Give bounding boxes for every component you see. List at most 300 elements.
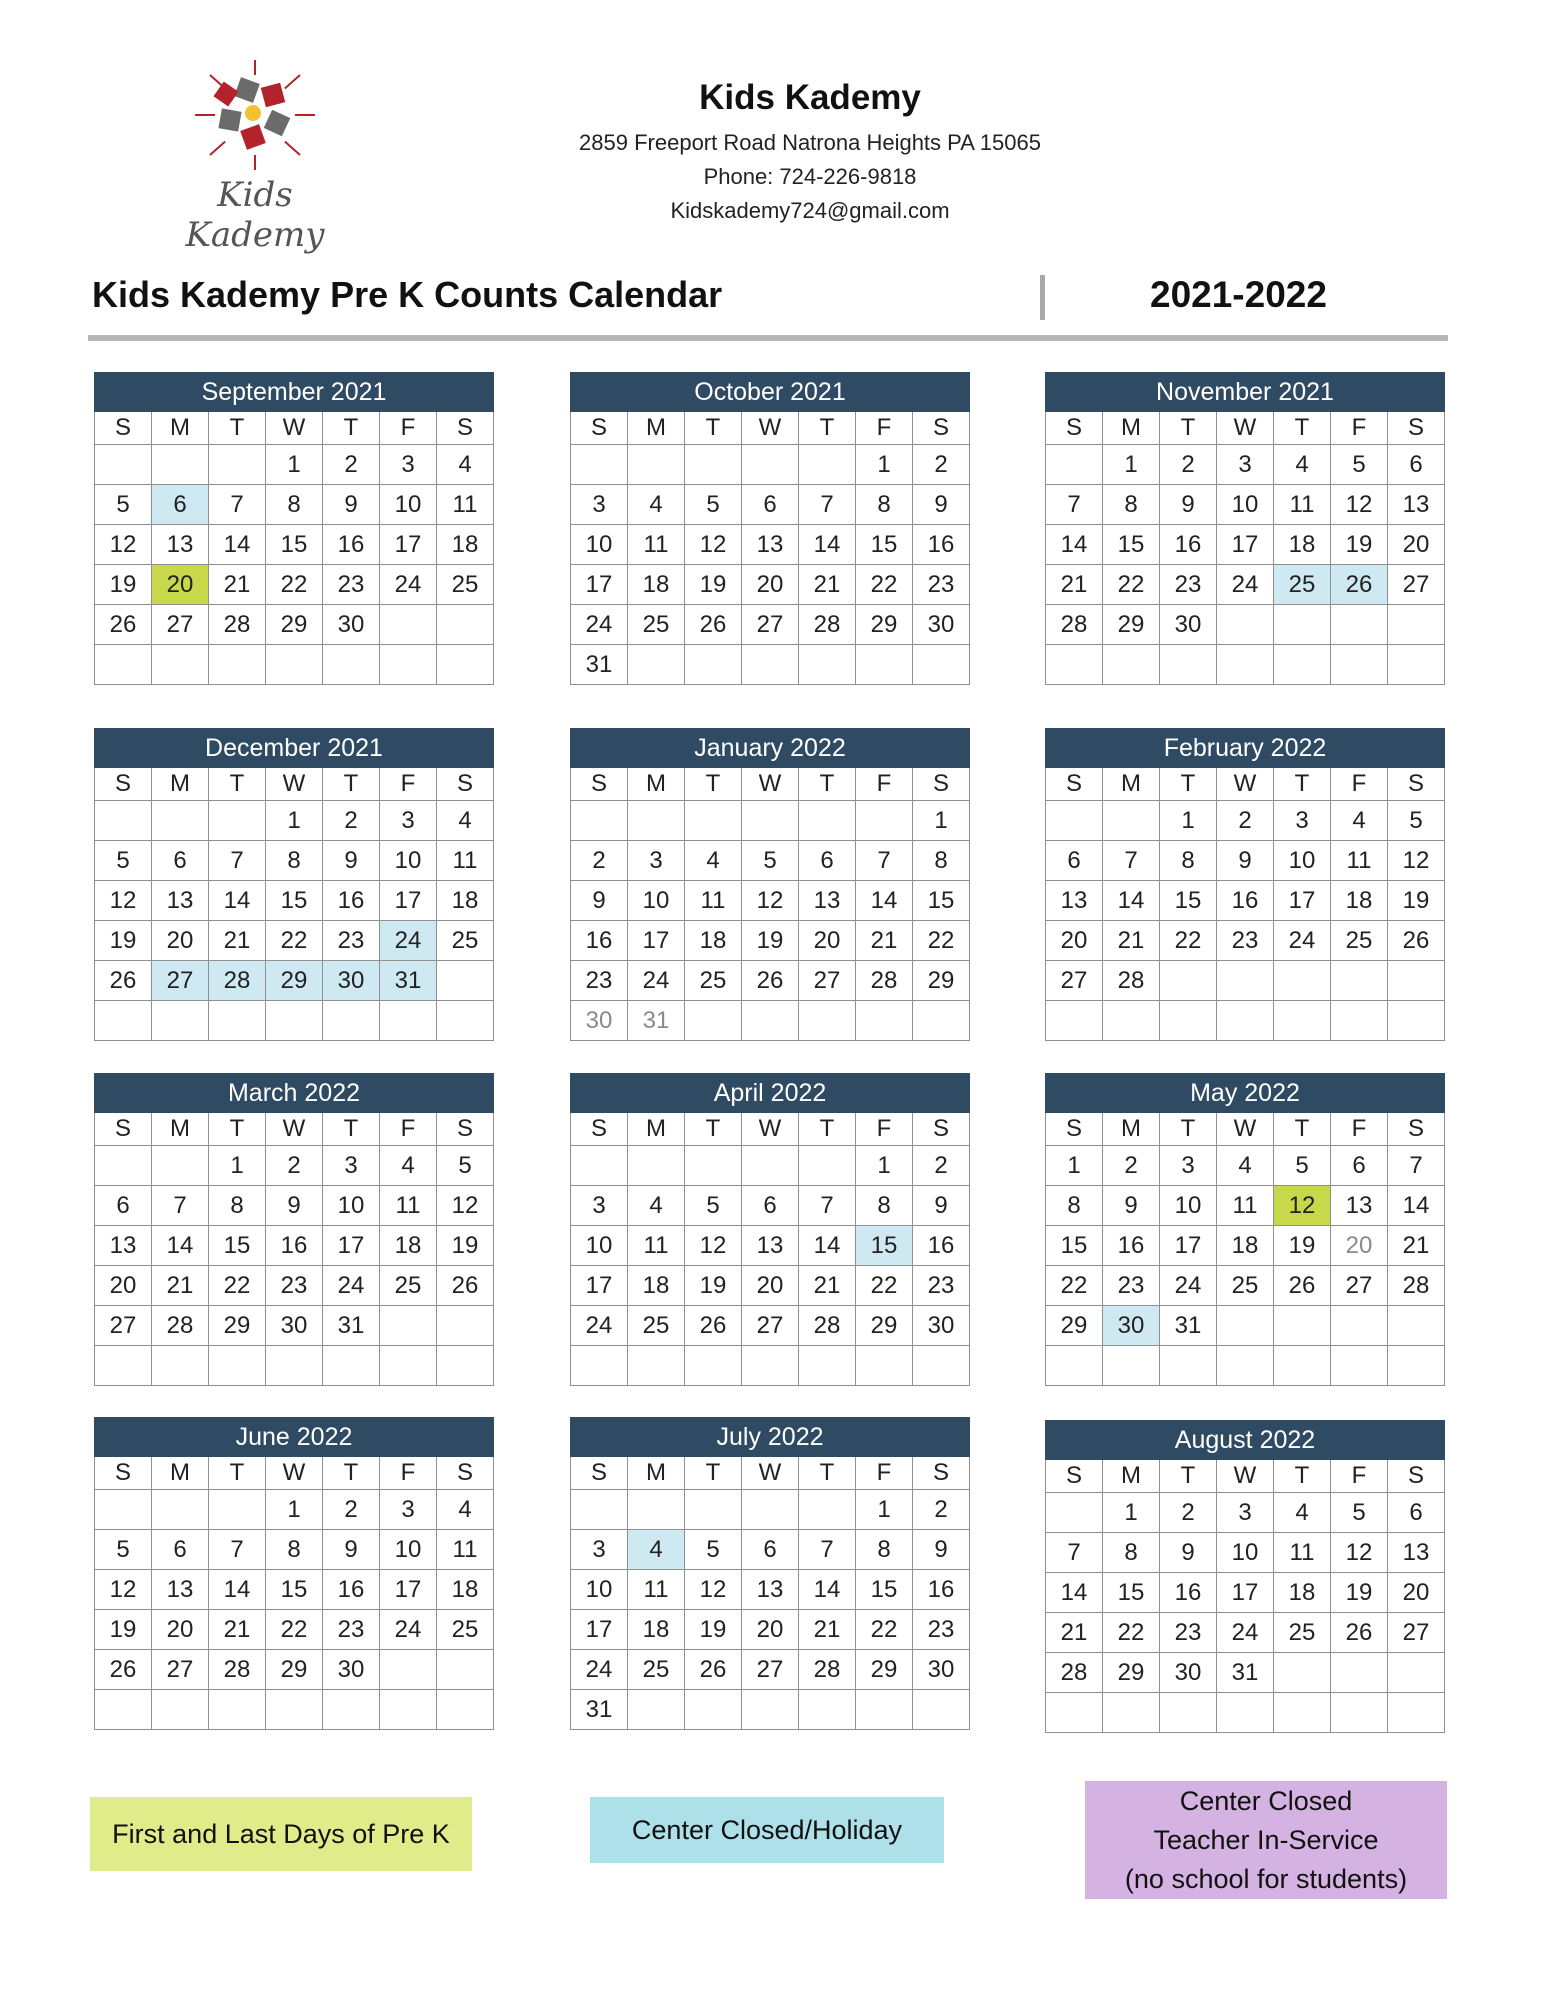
- empty-cell: [571, 1146, 628, 1186]
- day-cell: 14: [799, 1570, 856, 1610]
- month-calendar: [1045, 1420, 1445, 1733]
- day-cell: 14: [799, 525, 856, 565]
- empty-cell: [1046, 1693, 1103, 1733]
- day-cell: 19: [685, 565, 742, 605]
- day-cell: 28: [856, 961, 913, 1001]
- weekday-header: T: [685, 412, 742, 445]
- empty-cell: [1274, 605, 1331, 645]
- day-cell: 18: [380, 1226, 437, 1266]
- day-cell: 4: [380, 1146, 437, 1186]
- day-cell: 26: [1274, 1266, 1331, 1306]
- day-cell: 11: [685, 881, 742, 921]
- empty-cell: [1046, 1493, 1103, 1533]
- day-cell: 31: [628, 1001, 685, 1041]
- day-cell: 26: [685, 1650, 742, 1690]
- day-cell: 24: [571, 605, 628, 645]
- day-cell: 13: [742, 525, 799, 565]
- day-cell: 27: [799, 961, 856, 1001]
- day-cell: 10: [1217, 1533, 1274, 1573]
- day-cell: 16: [1103, 1226, 1160, 1266]
- day-cell: 25: [685, 961, 742, 1001]
- day-cell: 24: [571, 1306, 628, 1346]
- weekday-header: T: [1160, 1113, 1217, 1146]
- day-cell: 15: [856, 1570, 913, 1610]
- month-name: April 2022: [571, 1074, 970, 1113]
- day-cell: 15: [1103, 1573, 1160, 1613]
- weekday-header: F: [380, 1113, 437, 1146]
- weekday-header: F: [1331, 768, 1388, 801]
- day-cell: 17: [380, 525, 437, 565]
- empty-cell: [95, 1490, 152, 1530]
- weekday-header: S: [913, 412, 970, 445]
- legend-holiday-label: Center Closed/Holiday: [631, 1814, 903, 1845]
- weekday-header: S: [95, 412, 152, 445]
- empty-cell: [856, 1346, 913, 1386]
- weekday-header: S: [571, 412, 628, 445]
- day-cell: 22: [1160, 921, 1217, 961]
- day-cell: 16: [913, 525, 970, 565]
- address: 2859 Freeport Road Natrona Heights PA 15065: [579, 130, 1041, 155]
- day-cell: 11: [1331, 841, 1388, 881]
- empty-cell: [1274, 645, 1331, 685]
- weekday-header: T: [209, 1457, 266, 1490]
- day-cell: 30: [266, 1306, 323, 1346]
- day-cell: 12: [1331, 485, 1388, 525]
- empty-cell: [799, 445, 856, 485]
- month-name: August 2022: [1046, 1421, 1445, 1460]
- empty-cell: [323, 1346, 380, 1386]
- day-cell: 16: [1160, 1573, 1217, 1613]
- day-cell: 28: [209, 605, 266, 645]
- weekday-header: W: [1217, 1460, 1274, 1493]
- day-cell: 29: [266, 1650, 323, 1690]
- day-cell: 18: [1274, 1573, 1331, 1613]
- day-cell: 18: [1217, 1226, 1274, 1266]
- day-cell: 2: [266, 1146, 323, 1186]
- empty-cell: [152, 445, 209, 485]
- day-cell: 12: [685, 525, 742, 565]
- day-cell: 10: [571, 525, 628, 565]
- weekday-header: S: [1388, 412, 1445, 445]
- day-cell: 24: [380, 1610, 437, 1650]
- day-cell: 13: [1388, 1533, 1445, 1573]
- day-cell: 1: [266, 801, 323, 841]
- empty-cell: [1388, 1306, 1445, 1346]
- day-cell: 8: [856, 485, 913, 525]
- empty-cell: [95, 1346, 152, 1386]
- weekday-header: T: [685, 768, 742, 801]
- empty-cell: [685, 645, 742, 685]
- empty-cell: [685, 445, 742, 485]
- day-cell: 9: [323, 1530, 380, 1570]
- day-cell: 20: [1331, 1226, 1388, 1266]
- weekday-header: S: [437, 412, 494, 445]
- day-cell: 15: [856, 1226, 913, 1266]
- day-cell: 17: [571, 565, 628, 605]
- month-name: October 2021: [571, 373, 970, 412]
- empty-cell: [209, 1690, 266, 1730]
- day-cell: 29: [856, 1650, 913, 1690]
- weekday-header: F: [380, 768, 437, 801]
- month-calendar: [94, 728, 494, 1041]
- school-year: 2021-2022: [1150, 274, 1327, 315]
- day-cell: 19: [95, 921, 152, 961]
- day-cell: 29: [913, 961, 970, 1001]
- empty-cell: [1388, 1693, 1445, 1733]
- empty-cell: [1046, 1346, 1103, 1386]
- day-cell: 9: [913, 1530, 970, 1570]
- day-cell: 21: [856, 921, 913, 961]
- day-cell: 20: [799, 921, 856, 961]
- day-cell: 14: [856, 881, 913, 921]
- empty-cell: [1388, 605, 1445, 645]
- weekday-header: F: [380, 1457, 437, 1490]
- day-cell: 9: [913, 485, 970, 525]
- day-cell: 30: [323, 961, 380, 1001]
- day-cell: 30: [323, 605, 380, 645]
- day-cell: 22: [856, 565, 913, 605]
- empty-cell: [742, 1490, 799, 1530]
- empty-cell: [152, 645, 209, 685]
- weekday-header: T: [799, 1457, 856, 1490]
- day-cell: 20: [1046, 921, 1103, 961]
- empty-cell: [1331, 961, 1388, 1001]
- weekday-header: T: [323, 1457, 380, 1490]
- day-cell: 28: [799, 605, 856, 645]
- day-cell: 4: [437, 1490, 494, 1530]
- day-cell: 26: [95, 605, 152, 645]
- empty-cell: [685, 1490, 742, 1530]
- empty-cell: [209, 645, 266, 685]
- day-cell: 6: [1388, 1493, 1445, 1533]
- day-cell: 27: [1388, 565, 1445, 605]
- day-cell: 29: [266, 961, 323, 1001]
- day-cell: 26: [1331, 1613, 1388, 1653]
- day-cell: 1: [1103, 1493, 1160, 1533]
- day-cell: 12: [685, 1570, 742, 1610]
- empty-cell: [437, 645, 494, 685]
- empty-cell: [95, 1690, 152, 1730]
- empty-cell: [380, 605, 437, 645]
- day-cell: 26: [95, 961, 152, 1001]
- empty-cell: [628, 1146, 685, 1186]
- day-cell: 23: [913, 1266, 970, 1306]
- weekday-header: T: [323, 1113, 380, 1146]
- day-cell: 18: [1274, 525, 1331, 565]
- day-cell: 3: [1160, 1146, 1217, 1186]
- empty-cell: [1046, 645, 1103, 685]
- month-name: January 2022: [571, 729, 970, 768]
- legend-first-last: [90, 1797, 472, 1871]
- day-cell: 18: [685, 921, 742, 961]
- day-cell: 7: [1103, 841, 1160, 881]
- month-name: November 2021: [1046, 373, 1445, 412]
- day-cell: 3: [1217, 1493, 1274, 1533]
- day-cell: 21: [1046, 1613, 1103, 1653]
- empty-cell: [209, 801, 266, 841]
- day-cell: 29: [266, 605, 323, 645]
- day-cell: 22: [856, 1610, 913, 1650]
- day-cell: 25: [1217, 1266, 1274, 1306]
- day-cell: 24: [571, 1650, 628, 1690]
- day-cell: 22: [1103, 1613, 1160, 1653]
- day-cell: 10: [571, 1570, 628, 1610]
- day-cell: 11: [437, 841, 494, 881]
- empty-cell: [913, 1690, 970, 1730]
- empty-cell: [437, 961, 494, 1001]
- weekday-header: S: [913, 1113, 970, 1146]
- empty-cell: [437, 1690, 494, 1730]
- day-cell: 11: [437, 485, 494, 525]
- empty-cell: [323, 645, 380, 685]
- day-cell: 14: [209, 881, 266, 921]
- empty-cell: [1388, 961, 1445, 1001]
- day-cell: 1: [1046, 1146, 1103, 1186]
- day-cell: 27: [95, 1306, 152, 1346]
- day-cell: 23: [1217, 921, 1274, 961]
- day-cell: 6: [742, 1530, 799, 1570]
- weekday-header: T: [1160, 1460, 1217, 1493]
- day-cell: 5: [1388, 801, 1445, 841]
- month-calendar: [94, 1417, 494, 1730]
- day-cell: 1: [856, 445, 913, 485]
- day-cell: 31: [380, 961, 437, 1001]
- day-cell: 23: [1160, 565, 1217, 605]
- day-cell: 7: [209, 841, 266, 881]
- day-cell: 30: [323, 1650, 380, 1690]
- day-cell: 14: [1103, 881, 1160, 921]
- empty-cell: [628, 801, 685, 841]
- day-cell: 2: [1160, 445, 1217, 485]
- day-cell: 15: [1160, 881, 1217, 921]
- empty-cell: [1331, 645, 1388, 685]
- calendar-title: Kids Kademy Pre K Counts Calendar: [92, 274, 723, 315]
- day-cell: 21: [152, 1266, 209, 1306]
- day-cell: 30: [1160, 1653, 1217, 1693]
- empty-cell: [742, 801, 799, 841]
- weekday-header: M: [152, 1113, 209, 1146]
- empty-cell: [380, 645, 437, 685]
- weekday-header: T: [1274, 412, 1331, 445]
- empty-cell: [95, 1146, 152, 1186]
- empty-cell: [209, 1346, 266, 1386]
- day-cell: 17: [380, 1570, 437, 1610]
- day-cell: 7: [856, 841, 913, 881]
- legend-inservice-line3: (no school for students): [1124, 1863, 1408, 1894]
- empty-cell: [1388, 645, 1445, 685]
- weekday-header: S: [95, 768, 152, 801]
- weekday-header: M: [628, 768, 685, 801]
- day-cell: 18: [437, 1570, 494, 1610]
- day-cell: 2: [571, 841, 628, 881]
- day-cell: 19: [95, 1610, 152, 1650]
- weekday-header: W: [266, 768, 323, 801]
- day-cell: 19: [95, 565, 152, 605]
- empty-cell: [266, 645, 323, 685]
- day-cell: 19: [685, 1266, 742, 1306]
- day-cell: 8: [1103, 485, 1160, 525]
- day-cell: 1: [1160, 801, 1217, 841]
- day-cell: 26: [742, 961, 799, 1001]
- day-cell: 19: [437, 1226, 494, 1266]
- day-cell: 5: [95, 841, 152, 881]
- day-cell: 9: [323, 841, 380, 881]
- weekday-header: W: [1217, 412, 1274, 445]
- empty-cell: [1160, 645, 1217, 685]
- weekday-header: T: [209, 768, 266, 801]
- weekday-header: T: [1274, 1460, 1331, 1493]
- month-name: March 2022: [95, 1074, 494, 1113]
- day-cell: 9: [266, 1186, 323, 1226]
- empty-cell: [1103, 1346, 1160, 1386]
- empty-cell: [380, 1001, 437, 1041]
- day-cell: 3: [380, 801, 437, 841]
- empty-cell: [856, 645, 913, 685]
- day-cell: 31: [1217, 1653, 1274, 1693]
- empty-cell: [1274, 1306, 1331, 1346]
- empty-cell: [266, 1690, 323, 1730]
- day-cell: 19: [685, 1610, 742, 1650]
- day-cell: 25: [628, 1306, 685, 1346]
- school-name: Kids Kademy: [699, 78, 921, 117]
- weekday-header: S: [437, 1113, 494, 1146]
- day-cell: 11: [437, 1530, 494, 1570]
- day-cell: 28: [1103, 961, 1160, 1001]
- empty-cell: [1217, 645, 1274, 685]
- day-cell: 12: [95, 881, 152, 921]
- day-cell: 21: [1103, 921, 1160, 961]
- day-cell: 7: [799, 1530, 856, 1570]
- day-cell: 31: [1160, 1306, 1217, 1346]
- empty-cell: [1388, 1001, 1445, 1041]
- school-header: [520, 78, 1100, 228]
- empty-cell: [323, 1001, 380, 1041]
- empty-cell: [1217, 961, 1274, 1001]
- day-cell: 5: [95, 1530, 152, 1570]
- day-cell: 10: [380, 485, 437, 525]
- day-cell: 22: [266, 921, 323, 961]
- day-cell: 11: [1274, 485, 1331, 525]
- day-cell: 24: [628, 961, 685, 1001]
- day-cell: 27: [742, 1650, 799, 1690]
- empty-cell: [913, 645, 970, 685]
- day-cell: 7: [209, 485, 266, 525]
- day-cell: 17: [628, 921, 685, 961]
- empty-cell: [1103, 801, 1160, 841]
- month-calendar: [570, 1417, 970, 1730]
- day-cell: 18: [437, 525, 494, 565]
- day-cell: 24: [1274, 921, 1331, 961]
- empty-cell: [799, 1346, 856, 1386]
- day-cell: 30: [1103, 1306, 1160, 1346]
- empty-cell: [1217, 1001, 1274, 1041]
- day-cell: 21: [209, 1610, 266, 1650]
- day-cell: 30: [571, 1001, 628, 1041]
- day-cell: 12: [95, 525, 152, 565]
- day-cell: 28: [1388, 1266, 1445, 1306]
- weekday-header: T: [799, 412, 856, 445]
- day-cell: 10: [571, 1226, 628, 1266]
- empty-cell: [913, 1346, 970, 1386]
- weekday-header: S: [913, 768, 970, 801]
- day-cell: 16: [1217, 881, 1274, 921]
- day-cell: 11: [1217, 1186, 1274, 1226]
- day-cell: 29: [1103, 605, 1160, 645]
- empty-cell: [856, 1001, 913, 1041]
- weekday-header: T: [685, 1113, 742, 1146]
- day-cell: 25: [628, 605, 685, 645]
- day-cell: 11: [628, 1570, 685, 1610]
- legend-holiday: [590, 1797, 944, 1863]
- day-cell: 24: [1217, 565, 1274, 605]
- day-cell: 31: [571, 1690, 628, 1730]
- weekday-header: S: [1046, 768, 1103, 801]
- weekday-header: W: [742, 768, 799, 801]
- day-cell: 9: [913, 1186, 970, 1226]
- day-cell: 6: [799, 841, 856, 881]
- day-cell: 7: [1388, 1146, 1445, 1186]
- empty-cell: [1217, 1346, 1274, 1386]
- day-cell: 2: [913, 1490, 970, 1530]
- day-cell: 21: [1046, 565, 1103, 605]
- day-cell: 13: [1331, 1186, 1388, 1226]
- day-cell: 3: [1217, 445, 1274, 485]
- weekday-header: S: [571, 1113, 628, 1146]
- day-cell: 5: [1274, 1146, 1331, 1186]
- day-cell: 23: [323, 565, 380, 605]
- empty-cell: [799, 801, 856, 841]
- empty-cell: [571, 801, 628, 841]
- day-cell: 29: [1103, 1653, 1160, 1693]
- empty-cell: [685, 801, 742, 841]
- day-cell: 25: [380, 1266, 437, 1306]
- weekday-header: T: [323, 412, 380, 445]
- day-cell: 1: [1103, 445, 1160, 485]
- empty-cell: [628, 1490, 685, 1530]
- weekday-header: F: [856, 1113, 913, 1146]
- empty-cell: [1331, 1653, 1388, 1693]
- empty-cell: [1274, 1653, 1331, 1693]
- day-cell: 8: [266, 1530, 323, 1570]
- day-cell: 5: [685, 1186, 742, 1226]
- weekday-header: F: [380, 412, 437, 445]
- empty-cell: [1103, 645, 1160, 685]
- day-cell: 20: [152, 1610, 209, 1650]
- day-cell: 28: [1046, 605, 1103, 645]
- month-calendar: [1045, 372, 1445, 685]
- day-cell: 11: [1274, 1533, 1331, 1573]
- day-cell: 11: [380, 1186, 437, 1226]
- day-cell: 3: [1274, 801, 1331, 841]
- day-cell: 2: [323, 1490, 380, 1530]
- empty-cell: [628, 645, 685, 685]
- day-cell: 25: [437, 921, 494, 961]
- day-cell: 30: [1160, 605, 1217, 645]
- day-cell: 11: [628, 525, 685, 565]
- day-cell: 28: [209, 961, 266, 1001]
- month-name: July 2022: [571, 1418, 970, 1457]
- day-cell: 13: [742, 1226, 799, 1266]
- day-cell: 17: [571, 1610, 628, 1650]
- day-cell: 26: [1388, 921, 1445, 961]
- empty-cell: [152, 1346, 209, 1386]
- legend-inservice-line1: Center Closed: [1179, 1785, 1353, 1816]
- day-cell: 4: [437, 445, 494, 485]
- day-cell: 7: [1046, 1533, 1103, 1573]
- day-cell: 30: [913, 1650, 970, 1690]
- day-cell: 3: [323, 1146, 380, 1186]
- weekday-header: S: [437, 1457, 494, 1490]
